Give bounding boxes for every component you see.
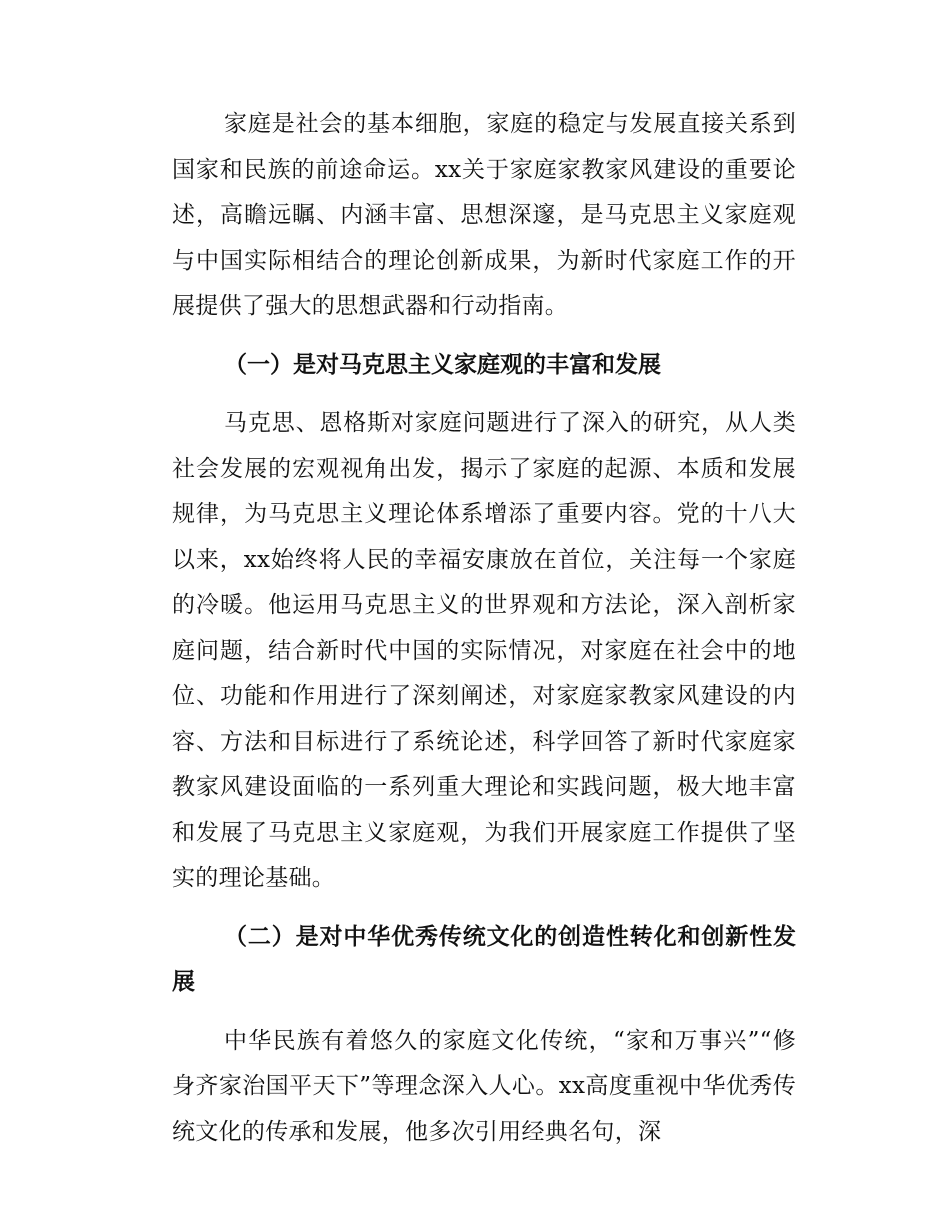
intro-paragraph: 家庭是社会的基本细胞，家庭的稳定与发展直接关系到国家和民族的前途命运。xx关于家庭家教家风建设的重要论述，高瞻远瞩、内涵丰富、思想深邃，是马克思主义家庭观与中国实际相结合的理论创新成果，为新时代家庭工作的开展提供了强大的思想武器和行动指南。 [172,111,796,319]
section-1-paragraph: 马克思、恩格斯对家庭问题进行了深入的研究，从人类社会发展的宏观视角出发，揭示了家庭的起源、本质和发展规律，为马克思主义理论体系增添了重要内容。党的十八大以来，xx始终将人民的幸福安康放在首位，关注每一个家庭的冷暖。他运用马克思主义的世界观和方法论，深入剖析家庭问题，结合新时代中国的实际情况，对家庭在社会中的地位、功能和作用进行了深刻阐述，对家庭家教家风建设的内容、方法和目标进行了系统论述，科学回答了新时代家庭家教家风建设面临的一系列重大理论和实践问题，极大地丰富和发展了马克思主义家庭观，为我们开展家庭工作提供了坚实的理论基础。 [172,410,796,891]
document-page [172,102,796,1155]
section-heading-1: （一）是对马克思主义家庭观的丰富和发展 [224,351,661,378]
section-2-paragraph: 中华民族有着悠久的家庭文化传统，“家和万事兴”“修身齐家治国平天下”等理念深入人心。xx高度重视中华优秀传统文化的传承和发展，他多次引用经典名句，深 [172,1027,796,1145]
section-heading-2: （二）是对中华优秀传统文化的创造性转化和创新性发展 [172,923,796,995]
